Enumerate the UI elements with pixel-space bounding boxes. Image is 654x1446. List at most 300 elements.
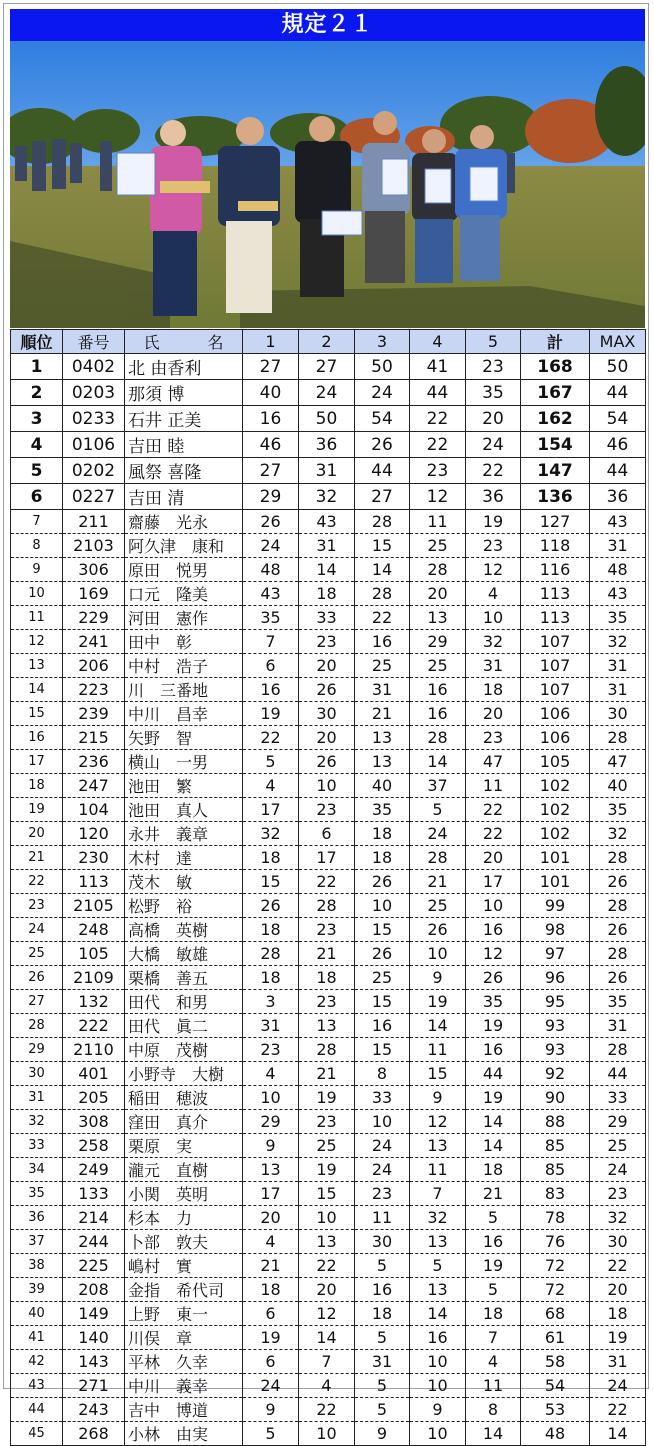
max-cell: 32 [590,822,646,846]
max-cell: 44 [590,458,646,484]
table-row [11,990,646,1014]
number-cell: 308 [63,1110,125,1134]
round-3-cell: 31 [355,1350,410,1374]
total-cell: 106 [521,726,590,750]
name-cell: 卜部 敦夫 [125,1230,243,1254]
name-cell: 平林 久幸 [125,1350,243,1374]
max-cell: 30 [590,702,646,726]
max-cell: 31 [590,1350,646,1374]
round-3-cell: 40 [355,774,410,798]
total-cell: 105 [521,750,590,774]
round-5-cell: 31 [466,654,521,678]
round-4-cell: 32 [410,1206,466,1230]
round-1-cell: 27 [243,354,299,380]
round-1-cell: 4 [243,774,299,798]
name-cell: 齋藤 光永 [125,510,243,534]
round-4-cell: 9 [410,966,466,990]
rank-cell: 15 [11,702,63,726]
name-cell: 窪田 真介 [125,1110,243,1134]
max-cell: 35 [590,798,646,822]
round-1-cell: 5 [243,1422,299,1446]
round-2-cell: 21 [299,1062,355,1086]
total-cell: 116 [521,558,590,582]
rank-cell: 33 [11,1134,63,1158]
round-3-cell: 23 [355,1182,410,1206]
name-cell: 小関 英明 [125,1182,243,1206]
round-2-cell: 23 [299,990,355,1014]
round-2-cell: 14 [299,1326,355,1350]
rank-cell: 7 [11,510,63,534]
round-1-cell: 6 [243,1350,299,1374]
round-1-cell: 29 [243,484,299,510]
round-4-cell: 16 [410,1326,466,1350]
rank-cell: 42 [11,1350,63,1374]
total-cell: 96 [521,966,590,990]
round-2-cell: 23 [299,918,355,942]
round-4-cell: 22 [410,432,466,458]
round-4-cell: 11 [410,1038,466,1062]
round-3-cell: 24 [355,1134,410,1158]
round-3-cell: 35 [355,798,410,822]
round-2-cell: 12 [299,1302,355,1326]
total-cell: 54 [521,1374,590,1398]
max-cell: 48 [590,558,646,582]
round-5-cell: 16 [466,1038,521,1062]
round-3-cell: 15 [355,534,410,558]
name-cell: 茂木 敏 [125,870,243,894]
total-cell: 93 [521,1038,590,1062]
round-2-cell: 19 [299,1086,355,1110]
round-5-cell: 11 [466,1374,521,1398]
round-5-cell: 16 [466,918,521,942]
round-2-cell: 43 [299,510,355,534]
header-round-3: 3 [355,330,410,354]
max-cell: 22 [590,1398,646,1422]
name-cell: 北 由香利 [125,354,243,380]
table-row [11,942,646,966]
rank-cell: 9 [11,558,63,582]
round-3-cell: 28 [355,582,410,606]
round-5-cell: 21 [466,1182,521,1206]
round-4-cell: 37 [410,774,466,798]
round-2-cell: 21 [299,942,355,966]
round-5-cell: 19 [466,1086,521,1110]
number-cell: 143 [63,1350,125,1374]
round-2-cell: 10 [299,774,355,798]
round-2-cell: 33 [299,606,355,630]
round-3-cell: 8 [355,1062,410,1086]
round-1-cell: 23 [243,1038,299,1062]
name-cell: 原田 悦男 [125,558,243,582]
rank-cell: 5 [11,458,63,484]
table-row [11,1158,646,1182]
total-cell: 154 [521,432,590,458]
round-1-cell: 17 [243,798,299,822]
round-2-cell: 14 [299,558,355,582]
rank-cell: 31 [11,1086,63,1110]
table-row [11,1422,646,1446]
name-cell: 小野寺 大樹 [125,1062,243,1086]
number-cell: 120 [63,822,125,846]
number-cell: 401 [63,1062,125,1086]
round-5-cell: 11 [466,774,521,798]
round-1-cell: 15 [243,870,299,894]
round-3-cell: 15 [355,990,410,1014]
table-row [11,798,646,822]
round-2-cell: 32 [299,484,355,510]
name-cell: 永井 義章 [125,822,243,846]
round-3-cell: 33 [355,1086,410,1110]
round-3-cell: 16 [355,630,410,654]
rank-cell: 8 [11,534,63,558]
total-cell: 72 [521,1254,590,1278]
round-1-cell: 35 [243,606,299,630]
number-cell: 2110 [63,1038,125,1062]
number-cell: 215 [63,726,125,750]
round-5-cell: 36 [466,484,521,510]
max-cell: 35 [590,990,646,1014]
number-cell: 0106 [63,432,125,458]
round-2-cell: 13 [299,1230,355,1254]
round-5-cell: 22 [466,458,521,484]
max-cell: 54 [590,406,646,432]
total-cell: 113 [521,582,590,606]
round-2-cell: 7 [299,1350,355,1374]
name-cell: 池田 真人 [125,798,243,822]
round-2-cell: 26 [299,678,355,702]
max-cell: 25 [590,1134,646,1158]
number-cell: 113 [63,870,125,894]
table-row [11,484,646,510]
max-cell: 44 [590,1062,646,1086]
name-cell: 大橋 敏雄 [125,942,243,966]
round-1-cell: 7 [243,630,299,654]
round-5-cell: 32 [466,630,521,654]
rank-cell: 37 [11,1230,63,1254]
table-row [11,966,646,990]
round-1-cell: 16 [243,678,299,702]
name-cell: 川 三番地 [125,678,243,702]
round-5-cell: 12 [466,942,521,966]
header-round-4: 4 [410,330,466,354]
round-2-cell: 28 [299,1038,355,1062]
max-cell: 18 [590,1302,646,1326]
round-4-cell: 13 [410,1134,466,1158]
round-2-cell: 18 [299,966,355,990]
table-row [11,606,646,630]
round-4-cell: 15 [410,1062,466,1086]
round-4-cell: 19 [410,990,466,1014]
max-cell: 40 [590,774,646,798]
round-4-cell: 10 [410,1422,466,1446]
max-cell: 23 [590,1182,646,1206]
total-cell: 101 [521,846,590,870]
round-3-cell: 16 [355,1014,410,1038]
table-row [11,630,646,654]
table-row [11,1110,646,1134]
table-row [11,1038,646,1062]
round-2-cell: 24 [299,380,355,406]
table-row [11,432,646,458]
round-2-cell: 10 [299,1206,355,1230]
name-cell: 矢野 智 [125,726,243,750]
rank-cell: 39 [11,1278,63,1302]
total-cell: 72 [521,1278,590,1302]
rank-cell: 30 [11,1062,63,1086]
round-4-cell: 9 [410,1086,466,1110]
round-4-cell: 25 [410,654,466,678]
max-cell: 26 [590,966,646,990]
round-4-cell: 28 [410,726,466,750]
name-cell: 中川 義幸 [125,1374,243,1398]
round-3-cell: 10 [355,1110,410,1134]
round-2-cell: 22 [299,1254,355,1278]
round-2-cell: 17 [299,846,355,870]
round-2-cell: 23 [299,798,355,822]
round-1-cell: 19 [243,1326,299,1350]
round-5-cell: 19 [466,1254,521,1278]
round-3-cell: 11 [355,1206,410,1230]
name-cell: 中村 浩子 [125,654,243,678]
name-cell: 石井 正美 [125,406,243,432]
rank-cell: 10 [11,582,63,606]
round-2-cell: 31 [299,534,355,558]
round-1-cell: 48 [243,558,299,582]
round-3-cell: 50 [355,354,410,380]
max-cell: 31 [590,1014,646,1038]
round-5-cell: 22 [466,822,521,846]
table-row [11,1182,646,1206]
round-4-cell: 12 [410,1110,466,1134]
rank-cell: 36 [11,1206,63,1230]
total-cell: 93 [521,1014,590,1038]
max-cell: 36 [590,484,646,510]
number-cell: 249 [63,1158,125,1182]
round-3-cell: 28 [355,510,410,534]
total-cell: 127 [521,510,590,534]
rank-cell: 6 [11,484,63,510]
max-cell: 26 [590,918,646,942]
round-4-cell: 9 [410,1398,466,1422]
table-row [11,678,646,702]
round-1-cell: 18 [243,846,299,870]
round-2-cell: 4 [299,1374,355,1398]
number-cell: 244 [63,1230,125,1254]
number-cell: 149 [63,1302,125,1326]
round-1-cell: 27 [243,458,299,484]
max-cell: 47 [590,750,646,774]
max-cell: 28 [590,1038,646,1062]
rank-cell: 26 [11,966,63,990]
round-3-cell: 21 [355,702,410,726]
table-row [11,894,646,918]
table-row [11,1086,646,1110]
round-5-cell: 4 [466,1350,521,1374]
round-2-cell: 22 [299,870,355,894]
name-cell: 川俣 章 [125,1326,243,1350]
number-cell: 271 [63,1374,125,1398]
total-cell: 118 [521,534,590,558]
header-name: 氏 名 [125,330,243,354]
name-cell: 杉本 力 [125,1206,243,1230]
total-cell: 162 [521,406,590,432]
total-cell: 58 [521,1350,590,1374]
name-cell: 吉田 睦 [125,432,243,458]
max-cell: 30 [590,1230,646,1254]
name-cell: 上野 東一 [125,1302,243,1326]
name-cell: 小林 由実 [125,1422,243,1446]
round-4-cell: 7 [410,1182,466,1206]
number-cell: 140 [63,1326,125,1350]
total-cell: 85 [521,1158,590,1182]
total-cell: 85 [521,1134,590,1158]
table-row [11,582,646,606]
number-cell: 230 [63,846,125,870]
round-1-cell: 28 [243,942,299,966]
number-cell: 2103 [63,534,125,558]
name-cell: 池田 繁 [125,774,243,798]
rank-cell: 23 [11,894,63,918]
number-cell: 258 [63,1134,125,1158]
round-1-cell: 6 [243,1302,299,1326]
total-cell: 106 [521,702,590,726]
round-5-cell: 12 [466,558,521,582]
name-cell: 横山 一男 [125,750,243,774]
round-5-cell: 17 [466,870,521,894]
round-5-cell: 5 [466,1278,521,1302]
round-3-cell: 15 [355,1038,410,1062]
total-cell: 99 [521,894,590,918]
round-4-cell: 5 [410,1254,466,1278]
number-cell: 105 [63,942,125,966]
max-cell: 35 [590,606,646,630]
total-cell: 61 [521,1326,590,1350]
round-3-cell: 25 [355,966,410,990]
round-3-cell: 24 [355,380,410,406]
round-1-cell: 4 [243,1062,299,1086]
name-cell: 田中 彰 [125,630,243,654]
round-1-cell: 43 [243,582,299,606]
round-5-cell: 7 [466,1326,521,1350]
rank-cell: 2 [11,380,63,406]
round-1-cell: 13 [243,1158,299,1182]
number-cell: 205 [63,1086,125,1110]
rank-cell: 25 [11,942,63,966]
round-1-cell: 29 [243,1110,299,1134]
round-2-cell: 25 [299,1134,355,1158]
name-cell: 瀧元 直樹 [125,1158,243,1182]
total-cell: 113 [521,606,590,630]
number-cell: 214 [63,1206,125,1230]
round-4-cell: 10 [410,1350,466,1374]
total-cell: 97 [521,942,590,966]
max-cell: 43 [590,582,646,606]
round-3-cell: 24 [355,1158,410,1182]
round-3-cell: 9 [355,1422,410,1446]
table-row [11,1350,646,1374]
total-cell: 90 [521,1086,590,1110]
round-4-cell: 5 [410,798,466,822]
round-5-cell: 16 [466,1230,521,1254]
round-5-cell: 20 [466,846,521,870]
round-5-cell: 14 [466,1422,521,1446]
table-row [11,510,646,534]
round-4-cell: 24 [410,822,466,846]
round-5-cell: 18 [466,1158,521,1182]
max-cell: 20 [590,1278,646,1302]
number-cell: 0202 [63,458,125,484]
round-5-cell: 5 [466,1206,521,1230]
number-cell: 222 [63,1014,125,1038]
rank-cell: 1 [11,354,63,380]
number-cell: 0402 [63,354,125,380]
total-cell: 102 [521,798,590,822]
table-row [11,1062,646,1086]
round-5-cell: 23 [466,726,521,750]
rank-cell: 29 [11,1038,63,1062]
round-2-cell: 23 [299,1110,355,1134]
round-5-cell: 19 [466,510,521,534]
header-round-5: 5 [466,330,521,354]
table-row [11,1278,646,1302]
round-5-cell: 35 [466,990,521,1014]
number-cell: 169 [63,582,125,606]
round-4-cell: 28 [410,558,466,582]
rank-cell: 4 [11,432,63,458]
round-4-cell: 14 [410,750,466,774]
name-cell: 中原 茂樹 [125,1038,243,1062]
round-2-cell: 26 [299,750,355,774]
round-5-cell: 23 [466,354,521,380]
round-4-cell: 13 [410,1230,466,1254]
round-1-cell: 26 [243,894,299,918]
total-cell: 107 [521,654,590,678]
table-row [11,702,646,726]
round-1-cell: 18 [243,966,299,990]
name-cell: 栗橋 善五 [125,966,243,990]
number-cell: 206 [63,654,125,678]
round-4-cell: 11 [410,1158,466,1182]
round-5-cell: 10 [466,894,521,918]
total-cell: 147 [521,458,590,484]
number-cell: 2105 [63,894,125,918]
number-cell: 2109 [63,966,125,990]
round-3-cell: 14 [355,558,410,582]
name-cell: 金指 希代司 [125,1278,243,1302]
round-3-cell: 30 [355,1230,410,1254]
total-cell: 83 [521,1182,590,1206]
round-4-cell: 26 [410,918,466,942]
round-2-cell: 27 [299,354,355,380]
name-cell: 那須 博 [125,380,243,406]
max-cell: 32 [590,630,646,654]
rank-cell: 21 [11,846,63,870]
number-cell: 247 [63,774,125,798]
round-4-cell: 16 [410,678,466,702]
round-2-cell: 20 [299,726,355,750]
total-cell: 68 [521,1302,590,1326]
award-ceremony-photo [10,41,645,328]
round-2-cell: 20 [299,654,355,678]
round-5-cell: 14 [466,1134,521,1158]
round-3-cell: 18 [355,822,410,846]
rank-cell: 18 [11,774,63,798]
rank-cell: 28 [11,1014,63,1038]
max-cell: 44 [590,380,646,406]
round-3-cell: 13 [355,750,410,774]
rank-cell: 22 [11,870,63,894]
round-1-cell: 26 [243,510,299,534]
